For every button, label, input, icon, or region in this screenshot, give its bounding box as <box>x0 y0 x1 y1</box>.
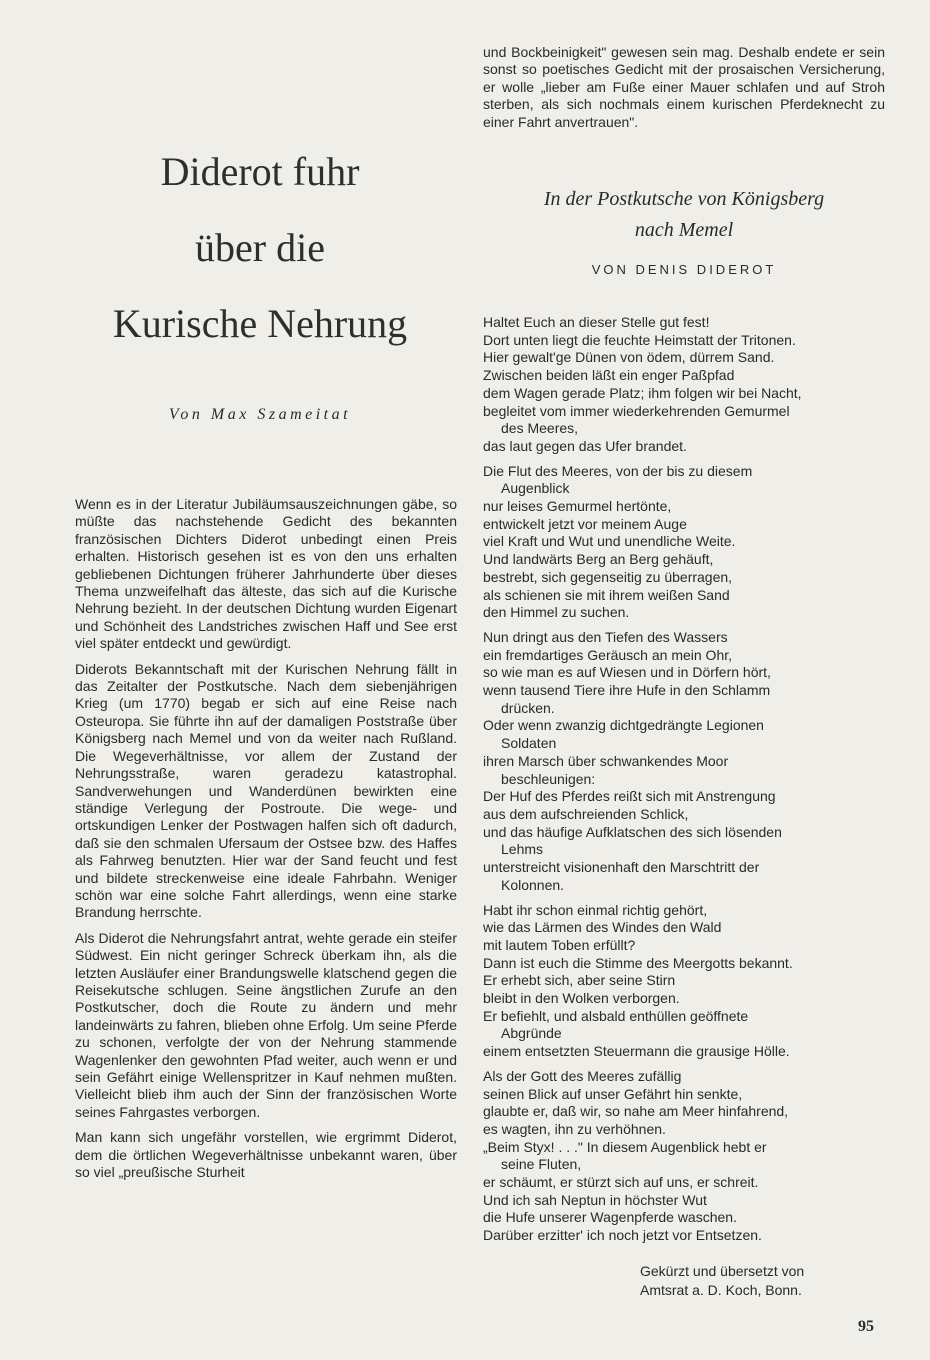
poem-title-line-2: nach Memel <box>634 219 734 241</box>
poem-line: „Beim Styx! . . ." In diesem Augenblick hebt er <box>483 1138 767 1155</box>
poem-line: Soldaten <box>501 735 557 752</box>
poem-stanza <box>483 1068 885 1245</box>
credit-line-2: Amtsrat a. D. Koch, Bonn. <box>640 1282 802 1298</box>
poem-line: Abgründe <box>501 1025 562 1042</box>
poem-stanza <box>483 902 885 1061</box>
poem-line: beschleunigen: <box>501 770 596 787</box>
poem-line: Und ich sah Neptun in höchster Wut <box>483 1191 707 1208</box>
article-title-line-1: Diderot fuhr <box>160 149 360 194</box>
poem-line: wenn tausend Tiere ihre Hufe in den Schlamm <box>483 682 771 699</box>
poem-line: drücken. <box>501 699 555 716</box>
poem-line: dem Wagen gerade Platz; ihm folgen wir bei Nacht, <box>483 384 802 401</box>
article-body <box>75 496 457 1189</box>
poem-line: Die Flut des Meeres, von der bis zu diesem <box>483 462 753 479</box>
poem-title-line-1: In der Postkutsche von Königsberg <box>543 188 825 210</box>
poem-line: Als der Gott des Meeres zufällig <box>483 1067 682 1084</box>
poem-line: des Meeres, <box>501 420 579 437</box>
translation-credit <box>640 1262 870 1300</box>
poem-line: Er befiehlt, und alsbald enthüllen geöffnete <box>483 1007 749 1024</box>
poem-line: wie das Lärmen des Windes den Wald <box>483 919 722 936</box>
poem-line: ein fremdartiges Geräusch an mein Ohr, <box>483 646 733 663</box>
poem-line: Dann ist euch die Stimme des Meergotts bekannt. <box>483 954 793 971</box>
poem-line: begleitet vom immer wiederkehrenden Gemurmel <box>483 402 790 419</box>
poem-line: Und landwärts Berg an Berg gehäuft, <box>483 551 714 568</box>
poem-line: Haltet Euch an dieser Stelle gut fest! <box>483 314 710 330</box>
poem-line: entwickelt jetzt vor meinem Auge <box>483 515 687 532</box>
poem-title <box>483 184 885 246</box>
body-paragraph: Als Diderot die Nehrungsfahrt antrat, wehte gerade ein steifer Südwest. Ein nicht geringer Schreck überkam ihn, als die letzten Ausläufer einer Brandungswelle klatschend gegen die Reisekutsche schlugen. Seine ängstlichen Zurufe an den Postkutscher, doch die Route zu ändern und mehr landeinwärts zu fahren, blieben ohne Erfolg. Um seine Pferde zu schonen, verfolgte der von der Nehrung stammende Wagenlenker den gewohnten Pfad weiter, auch wenn er und sein Gefährt einige Wellenspritzer in Kauf nehmen mußten. Vielleicht blieb ihm auch der Sinn der französischen Worte seines Fahrgastes verborgen. <box>75 929 457 1120</box>
poem-stanza <box>483 463 885 622</box>
poem-line: das laut gegen das Ufer brandet. <box>483 437 687 454</box>
article-title-line-2: über die <box>195 225 325 270</box>
poem-line: als schienen sie mit ihrem weißen Sand <box>483 586 730 603</box>
poem-line: mit lautem Toben erfüllt? <box>483 936 636 953</box>
poem-line: Der Huf des Pferdes reißt sich mit Anstrengung <box>483 788 776 805</box>
poem-stanza <box>483 314 885 456</box>
poem-line: er schäumt, er stürzt sich auf uns, er schreit. <box>483 1174 759 1191</box>
poem-line: ihren Marsch über schwankendes Moor <box>483 752 729 769</box>
article-byline: Von Max Szameitat <box>168 406 352 423</box>
poem-line: bleibt in den Wolken verborgen. <box>483 990 680 1007</box>
body-paragraph: Man kann sich ungefähr vorstellen, wie ergrimmt Diderot, dem die örtlichen Wegeverhältnisse unbekannt waren, über so viel „preußische Sturheit <box>75 1129 457 1181</box>
poem-line: nur leises Gemurmel hertönte, <box>483 498 672 515</box>
poem-line: Zwischen beiden läßt ein enger Paßpfad <box>483 367 735 384</box>
article-title-line-3: Kurische Nehrung <box>112 301 408 346</box>
poem-line: bestrebt, sich gegenseitig zu überragen, <box>483 568 733 585</box>
poem-line: den Himmel zu suchen. <box>483 604 630 621</box>
credit-line-1: Gekürzt und übersetzt von <box>640 1263 805 1279</box>
poem-stanza <box>483 629 885 895</box>
poem-line: Darüber erzitter' ich noch jetzt vor Entsetzen. <box>483 1227 762 1244</box>
poem-line: Habt ihr schon einmal richtig gehört, <box>483 901 708 918</box>
poem-line: so wie man es auf Wiesen und in Dörfern hört, <box>483 664 771 681</box>
poem-line: glaubte er, daß wir, so nahe am Meer hinfahrend, <box>483 1103 789 1120</box>
poem-line: es wagten, ihn zu verhöhnen. <box>483 1120 666 1137</box>
poem-line: seinen Blick auf unser Gefährt hin senkte, <box>483 1085 743 1102</box>
body-paragraph: Diderots Bekanntschaft mit der Kurischen Nehrung fällt in das Zeitalter der Postkutsche. Nach dem siebenjährigen Krieg (um 1770) begab er sich auf eine Reise nach Osteuropa. Sie führte ihn auf der damaligen Poststraße über Königsberg nach Memel und von da weiter nach Rußland. Die Wegeverhältnisse, vor allem der Zustand der Nehrungsstraße, waren geradezu katastrophal. Sandverwehungen und Wanderdünen bewirkten eine ständige Verlegung der Postroute. Die wege- und ortskundigen Lenker der Postwagen halfen sich oft dadurch, daß sie den schmalen Ufersaum der Ostsee bzw. des Haffes als Fahrweg benutzten. Hier war der Sand feucht und fest und bildete streckenweise eine ideale Fahrbahn. Weniger schön war eine solche Fahrt allerdings, wenn eine starke Brandung herrschte. <box>75 660 457 921</box>
article-body-continued: und Bockbeinigkeit" gewesen sein mag. Deshalb endete er sein sonst so poetisches Gedicht mit der prosaischen Versicherung, er wolle „lieber am Fuße einer Mauer schlafen und auf Stroh sterben, als sich nochmals einem kurischen Pferdeknecht zu einer Fahrt anvertrauen". <box>483 44 885 130</box>
poem-line: Dort unten liegt die feuchte Heimstatt der Tritonen. <box>483 331 796 348</box>
poem-line: die Hufe unserer Wagenpferde waschen. <box>483 1209 737 1226</box>
poem-line: Oder wenn zwanzig dichtgedrängte Legionen <box>483 717 764 734</box>
poem-line: Augenblick <box>501 480 570 497</box>
poem-line: Hier gewalt'ge Dünen von ödem, dürrem Sand. <box>483 349 775 366</box>
poem-line: unterstreicht visionenhaft den Marschtritt der <box>483 859 760 876</box>
poem-author: VON DENIS DIDEROT <box>591 262 777 277</box>
poem-line: seine Fluten, <box>501 1156 582 1173</box>
poem-line: Nun dringt aus den Tiefen des Wassers <box>483 628 728 645</box>
poem-line: viel Kraft und Wut und unendliche Weite. <box>483 533 736 550</box>
poem-body <box>483 314 885 1252</box>
poem-line: Er erhebt sich, aber seine Stirn <box>483 972 676 989</box>
poem-line: aus dem aufschreienden Schlick, <box>483 805 689 822</box>
poem-line: und das häufige Aufklatschen des sich lösenden <box>483 823 782 840</box>
poem-line: Lehms <box>501 841 544 858</box>
poem-line: Kolonnen. <box>501 876 565 893</box>
poem-line: einem entsetzten Steuermann die grausige Hölle. <box>483 1043 790 1060</box>
page-number: 95 <box>858 1318 874 1335</box>
body-paragraph: Wenn es in der Literatur Jubiläumsauszeichnungen gäbe, so müßte das nachstehende Gedicht des bekannten französischen Dichters Diderot unbedingt einen Preis erhalten. Historisch gesehen ist es von den uns erhalten gebliebenen Dichtungen früherer Jahrhunderte über dieses Thema unzweifelhaft das älteste, das sich auf die Kurische Nehrung bezieht. In der deutschen Dichtung wurden Eigenart und Schönheit des Landstriches zwischen Haff und See erst viel später entdeckt und gewürdigt. <box>75 496 457 652</box>
